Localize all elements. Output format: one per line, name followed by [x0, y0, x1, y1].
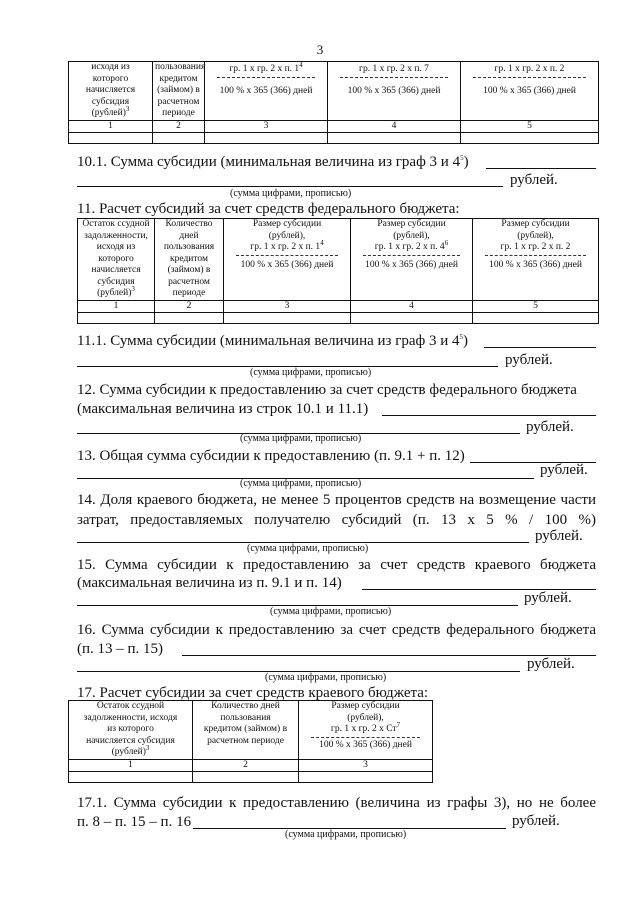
cell-line: (рублей)$^3$ — [97, 284, 135, 298]
empty-cell[interactable] — [351, 313, 473, 324]
cell-line: 100 % х 365 (366) дней — [219, 85, 313, 96]
cell-line: Количество — [165, 219, 213, 229]
empty-cell[interactable] — [299, 772, 433, 783]
cell-line: гр. 1 х гр. 2 х п. $1^4$ — [229, 60, 303, 74]
empty-cell[interactable] — [155, 313, 224, 324]
formula-separator — [311, 737, 420, 738]
currency-label: рублей. — [505, 352, 553, 368]
cell-line: гр. 1 х гр. 2 х п. 2 — [500, 242, 571, 252]
table-cell — [205, 62, 328, 121]
formula-separator — [340, 77, 448, 78]
paragraph-10-1: 10.1. Сумма субсидии (минимальная величина из граф 3 и $4^5$) — [77, 154, 469, 170]
table-row — [78, 300, 599, 313]
cell-line: (рублей), — [393, 230, 430, 241]
table-cell — [473, 219, 599, 301]
cell-line: 100 % х 365 (366) дней — [483, 85, 576, 96]
paragraph-16: 16. Сумма субсидии к предоставлению за счет средств федерального бюджета — [77, 622, 596, 638]
cell-line: кредитом — [170, 253, 208, 264]
field-caption: (сумма цифрами, прописью) — [230, 188, 352, 199]
table-row — [69, 133, 599, 144]
table-cell — [69, 701, 193, 760]
currency-label: рублей. — [527, 656, 575, 672]
cell-line: гр. 1 х гр. 2 х $Ст^7$ — [330, 720, 401, 734]
cell-line: Размер субсидии — [377, 219, 446, 229]
column-number: 2 — [155, 300, 224, 313]
table-cell — [193, 701, 299, 760]
cell-line: (рублей), — [517, 230, 554, 241]
cell-line: Количество дней — [211, 701, 280, 711]
table-row — [69, 772, 433, 783]
table-10 — [68, 61, 599, 144]
paragraph-17-1-cont: п. 8 – п. 15 – п. 16 — [77, 814, 192, 830]
empty-cell[interactable] — [69, 772, 193, 783]
cell-line: (займом) в — [167, 265, 211, 275]
paragraph-16-cont: (п. 13 – п. 15) — [77, 641, 164, 657]
fill-line[interactable] — [382, 415, 596, 416]
currency-label: рублей. — [510, 172, 558, 188]
column-number: 3 — [224, 300, 351, 313]
fill-line[interactable] — [484, 347, 596, 348]
cell-line: исходя из — [91, 62, 130, 72]
empty-cell[interactable] — [328, 133, 461, 144]
cell-line: исходя из — [96, 242, 136, 252]
paragraph-14: 14. Доля краевого бюджета, не менее 5 процентов средств на возмещение части — [77, 492, 596, 508]
cell-line: Размер субсидии — [501, 219, 570, 229]
cell-line: (рублей), — [347, 712, 384, 723]
fill-line[interactable] — [77, 186, 503, 187]
formula-separator — [473, 77, 586, 78]
table-row — [78, 219, 599, 301]
column-number: 1 — [78, 300, 155, 313]
cell-line: начисляется субсидия — [86, 735, 175, 746]
cell-line: Размер субсидии — [252, 219, 322, 229]
currency-label: рублей. — [512, 813, 560, 829]
footnote-mark: 5 — [460, 154, 464, 162]
cell-line: задолженности, — [84, 230, 148, 241]
cell-line: гр. 1 х гр. 2 х п. $4^6$ — [374, 238, 449, 252]
table-row — [69, 759, 433, 772]
page-number: 3 — [316, 42, 324, 57]
cell-line: кредитом (займом) в — [203, 724, 288, 734]
table-cell — [78, 219, 155, 301]
cell-line: периоде — [162, 108, 195, 118]
cell-line: гр. 1 х гр. 2 х п. 7 — [359, 64, 429, 74]
table-row — [69, 701, 433, 760]
cell-line: 100 % х 365 (366) дней — [347, 85, 441, 96]
empty-cell[interactable] — [193, 772, 299, 783]
cell-line: расчетном — [157, 96, 200, 107]
cell-line: пользования — [220, 712, 271, 723]
table-cell — [224, 219, 351, 301]
empty-cell[interactable] — [69, 133, 153, 144]
cell-line: 100 % х 365 (366) дней — [365, 259, 458, 270]
table-row — [69, 120, 599, 133]
footnote-mark: 3 — [145, 743, 150, 752]
cell-line: которого — [98, 253, 134, 264]
cell-line: (рублей), — [268, 230, 306, 241]
table-17 — [68, 700, 433, 783]
cell-line: Размер субсидии — [331, 701, 400, 711]
column-number: 3 — [299, 759, 433, 772]
paragraph-12: 12. Сумма субсидии к предоставлению за счет средств федерального бюджета — [77, 382, 577, 398]
cell-line: (займом) в — [157, 85, 200, 95]
cell-line: гр. 1 х гр. 2 х п. $1^4$ — [250, 238, 324, 252]
paragraph-15-cont: (максимальная величина из п. 9.1 и п. 14) — [77, 575, 342, 591]
table-row — [69, 62, 599, 121]
paragraph-17-1: 17.1. Сумма субсидии к предоставлению (величина из графы 3), но не более — [77, 795, 596, 811]
field-caption: (сумма цифрами, прописью) — [240, 433, 362, 444]
cell-line: начисляется — [85, 85, 136, 95]
section-17-title: 17. Расчет субсидии за счет средств краевого бюджета: — [77, 685, 429, 701]
cell-line: Остаток ссудной — [96, 701, 165, 711]
empty-cell[interactable] — [153, 133, 205, 144]
table-11 — [77, 218, 599, 324]
cell-line: пользования — [163, 242, 215, 252]
cell-line: периоде — [172, 288, 206, 298]
footnote-mark: 4 — [299, 60, 303, 69]
cell-line: 100 % х 365 (366) дней — [240, 259, 334, 270]
footnote-mark: 7 — [396, 720, 401, 729]
column-number: 3 — [205, 120, 328, 133]
empty-cell[interactable] — [78, 313, 155, 324]
formula-separator — [363, 255, 460, 256]
column-number: 1 — [69, 120, 153, 133]
footnote-mark: 5 — [459, 333, 464, 341]
table-cell — [351, 219, 473, 301]
column-number: 4 — [328, 120, 461, 133]
column-number: 1 — [69, 759, 193, 772]
cell-line: 100 % х 365 (366) дней — [489, 259, 582, 270]
section-11-title: 11. Расчет субсидий за счет средств федерального бюджета: — [77, 201, 460, 217]
column-number: 2 — [153, 120, 205, 133]
footnote-mark: 4 — [320, 238, 324, 247]
cell-line: (рублей)$^3$ — [111, 743, 150, 757]
field-caption: (сумма цифрами, прописью) — [285, 829, 407, 840]
table-cell — [299, 701, 433, 760]
empty-cell[interactable] — [205, 133, 328, 144]
table-cell — [69, 62, 153, 121]
cell-line: субсидия — [91, 96, 130, 107]
cell-line: 100 % х 365 (366) дней — [319, 739, 412, 750]
currency-label: рублей. — [535, 528, 583, 544]
column-number: 4 — [351, 300, 473, 313]
field-caption: (сумма цифрами, прописью) — [247, 543, 369, 554]
table-cell — [461, 62, 599, 121]
cell-line: начисляется — [91, 265, 141, 275]
cell-line: пользования — [155, 62, 206, 72]
currency-label: рублей. — [540, 462, 588, 478]
paragraph-11-1: 11.1. Сумма субсидии (минимальная величина из граф 3 и $4^5$) — [77, 333, 469, 349]
paragraph-12-cont: (максимальная величина из строк 10.1 и 11.1) — [77, 401, 369, 417]
field-caption: (сумма цифрами, прописью) — [270, 606, 392, 617]
empty-cell[interactable] — [224, 313, 351, 324]
formula-separator — [485, 255, 586, 256]
cell-line: из которого — [107, 724, 154, 734]
footnote-mark: 3 — [125, 104, 130, 113]
empty-cell[interactable] — [461, 133, 599, 144]
formula-separator — [217, 77, 315, 78]
footnote-mark: 3 — [131, 284, 135, 293]
paragraph-13: 13. Общая сумма субсидии к предоставлению (п. 9.1 + п. 12) — [77, 448, 465, 464]
table-cell — [155, 219, 224, 301]
cell-line: расчетном периоде — [207, 735, 284, 746]
column-number: 5 — [461, 120, 599, 133]
cell-line: Остаток ссудной — [82, 219, 150, 229]
field-caption: (сумма цифрами, прописью) — [250, 367, 372, 378]
table-row — [78, 313, 599, 324]
empty-cell[interactable] — [473, 313, 599, 324]
fill-line[interactable] — [486, 168, 596, 169]
column-number: 5 — [473, 300, 599, 313]
cell-line: гр. 1 х гр. 2 х п. 2 — [494, 64, 565, 74]
cell-line: задолженности, исходя — [83, 712, 178, 723]
currency-label: рублей. — [526, 419, 574, 435]
column-number: 2 — [193, 759, 299, 772]
table-cell — [153, 62, 205, 121]
field-caption: (сумма цифрами, прописью) — [240, 478, 362, 489]
paragraph-14-cont: затрат, предоставляемых получателю субсидий (п. 13 х 5 % / 100 %) — [77, 512, 596, 528]
table-cell — [328, 62, 461, 121]
cell-line: субсидия — [97, 276, 135, 287]
cell-line: расчетном — [168, 276, 210, 287]
footnote-mark: 6 — [444, 238, 449, 247]
cell-line: (рублей)$^3$ — [91, 104, 130, 118]
field-caption: (сумма цифрами, прописью) — [265, 672, 387, 683]
cell-line: дней — [179, 230, 199, 241]
paragraph-15: 15. Сумма субсидии к предоставлению за счет средств краевого бюджета — [77, 557, 596, 573]
cell-line: кредитом — [159, 73, 198, 84]
currency-label: рублей. — [524, 590, 572, 606]
cell-line: которого — [92, 73, 129, 84]
formula-separator — [236, 255, 338, 256]
